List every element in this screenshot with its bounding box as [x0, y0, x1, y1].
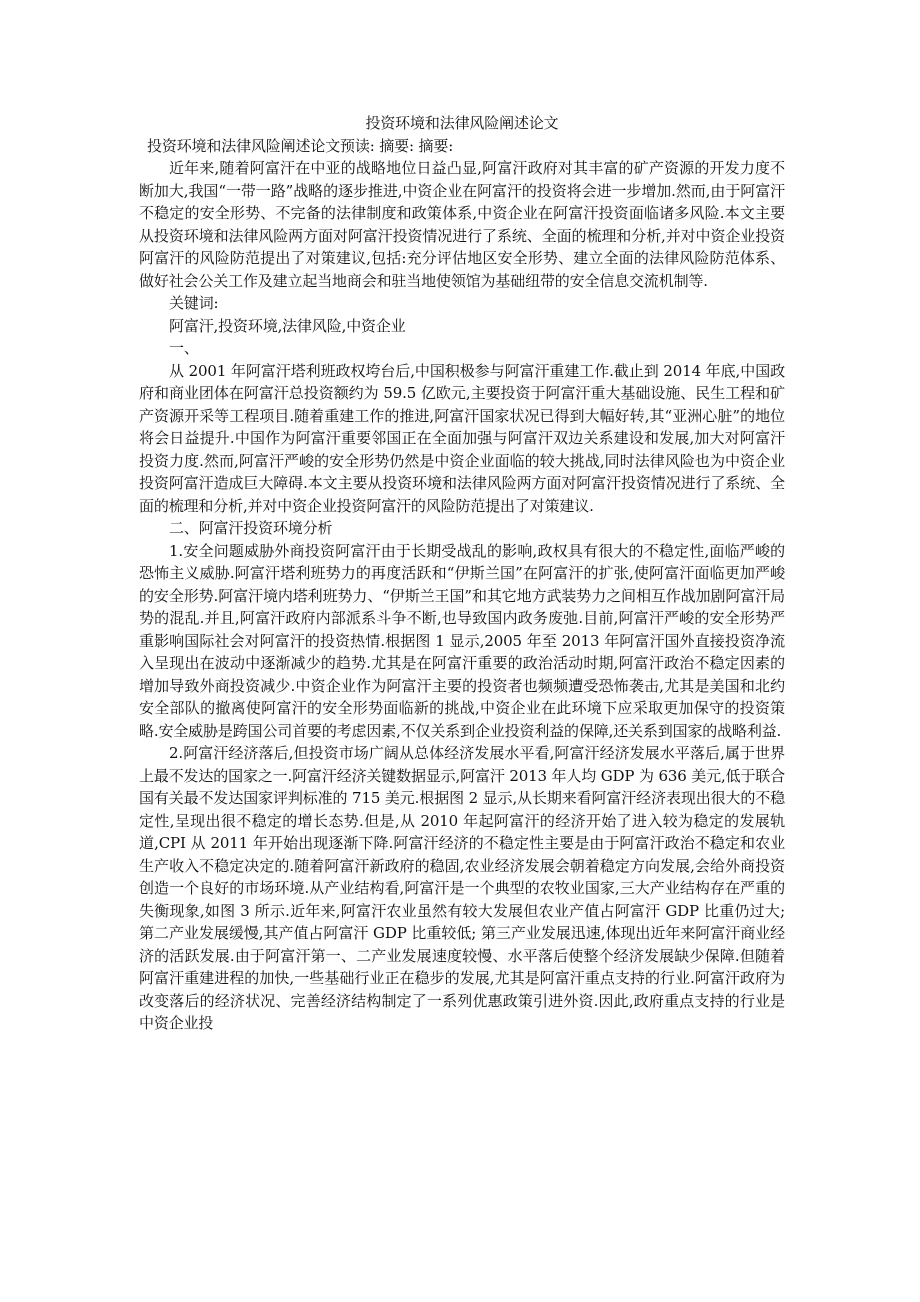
document-title: 投资环境和法律风险阐述论文	[365, 114, 559, 132]
section-1-paragraph: 从 2001 年阿富汗塔利班政权垮台后,中国积极参与阿富汗重建工作.截止到 2014 年底,中国政府和商业团体在阿富汗总投资额约为 59.5 亿欧元,主要投资于阿富汗重大基础设施、民生工程和矿产资源开采等工程项目.随着重建工作的推进,阿富汗国家状况已得到大幅好转,其“亚洲心脏”的地位将会日益提升.中国作为阿富汗重要邻国正在全面加强与阿富汗双边关系建设和发展,加大对阿富汗投资力度.然而,阿富汗严峻的安全形势仍然是中资企业面临的较大挑战,同时法律风险也为中资企业投资阿富汗造成巨大障碍.本文主要从投资环境和法律风险两方面对阿富汗投资情况进行了系统、全面的梳理和分析,并对中资企业投资阿富汗的风险防范提出了对策建议.	[139, 361, 785, 515]
keywords-label: 关键词:	[169, 294, 219, 312]
abstract-paragraph: 近年来,随着阿富汗在中亚的战略地位日益凸显,阿富汗政府对其丰富的矿产资源的开发力度不断加大,我国“一带一路”战略的逐步推进,中资企业在阿富汗的投资将会进一步增加.然而,由于阿富汗不稳定的安全形势、不完备的法律制度和政策体系,中资企业在阿富汗投资面临诸多风险.本文主要从投资环境和法律风险两方面对阿富汗投资情况进行了系统、全面的梳理和分析,并对中资企业投资阿富汗的风险防范提出了对策建议,包括:充分评估地区安全形势、建立全面的法律风险防范体系、做好社会公关工作及建立起当地商会和驻当地使领馆为基础纽带的安全信息交流机制等.	[139, 159, 785, 290]
keywords-text: 阿富汗,投资环境,法律风险,中资企业	[169, 316, 406, 335]
section-heading-2: 二、阿富汗投资环境分析	[169, 519, 333, 537]
section-heading-1: 一、	[169, 339, 199, 357]
document-page	[139, 112, 785, 1035]
document-intro: 投资环境和法律风险阐述论文预读: 摘要: 摘要:	[147, 136, 454, 155]
section-2-paragraph-2: 2.阿富汗经济落后,但投资市场广阔从总体经济发展水平看,阿富汗经济发展水平落后,属于世界上最不发达的国家之一.阿富汗经济关键数据显示,阿富汗 2013 年人均 GDP 为 636 美元,低于联合国有关最不发达国家评判标准的 715 美元.根据图 2 显示,从长期来看阿富汗经济表现出很大的不稳定性,呈现出很不稳定的增长态势.但是,从 2010 年起阿富汗的经济开始了进入较为稳定的发展轨道,CPI 从 2011 年开始出现逐渐下降.阿富汗经济的不稳定性主要是由于阿富汗政治不稳定和农业生产收入不稳定决定的.随着阿富汗新政府的稳固,农业经济发展会朝着稳定方向发展,会给外商投资创造一个良好的市场环境.从产业结构看,阿富汗是一个典型的农牧业国家,三大产业结构存在严重的失衡现象,如图 3 所示.近年来,阿富汗农业虽然有较大发展但农业产值占阿富汗 GDP 比重仍过大; 第二产业发展缓慢,其产值占阿富汗 GDP 比重较低; 第三产业发展迅速,体现出近年来阿富汗商业经济的活跃发展.由于阿富汗第一、二产业发展速度较慢、水平落后使整个经济发展缺少保障.但随着阿富汗重建进程的加快,一些基础行业正在稳步的发展,尤其是阿富汗重点支持的行业.阿富汗政府为改变落后的经济状况、完善经济结构制定了一系列优惠政策引进外资.因此,政府重点支持的行业是中资企业投	[139, 744, 785, 1032]
section-2-paragraph-1: 1.安全问题威胁外商投资阿富汗由于长期受战乱的影响,政权具有很大的不稳定性,面临严峻的恐怖主义威胁.阿富汗塔利班势力的再度活跃和“伊斯兰国”在阿富汗的扩张,使阿富汗面临更加严峻的安全形势.阿富汗境内塔利班势力、“伊斯兰王国”和其它地方武装势力之间相互作战加剧阿富汗局势的混乱.并且,阿富汗政府内部派系斗争不断,也导致国内政务废弛.目前,阿富汗严峻的安全形势严重影响国际社会对阿富汗的投资热情.根据图 1 显示,2005 年至 2013 年阿富汗国外直接投资净流入呈现出在波动中逐渐减少的趋势.尤其是在阿富汗重要的政治活动时期,阿富汗政治不稳定因素的增加导致外商投资减少.中资企业作为阿富汗主要的投资者也频频遭受恐怖袭击,尤其是美国和北约安全部队的撤离使阿富汗的安全形势面临新的挑战,中资企业在此环境下应采取更加保守的投资策略.安全威胁是跨国公司首要的考虑因素,不仅关系到企业投资利益的保障,还关系到国家的战略利益.	[139, 541, 785, 740]
